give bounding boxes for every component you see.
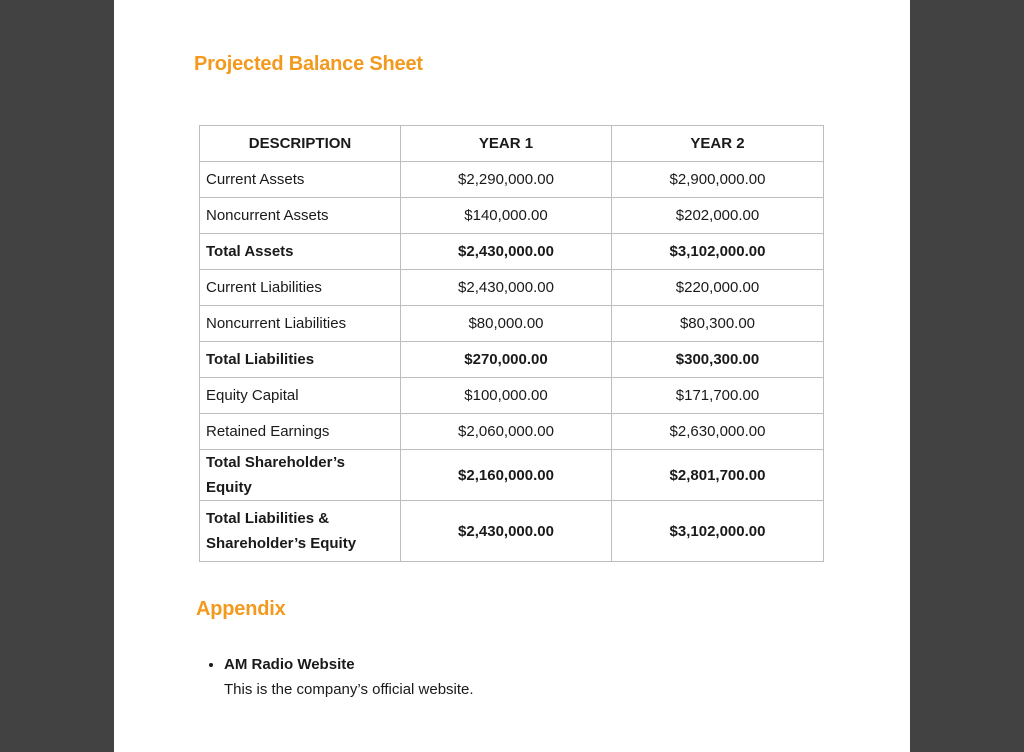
column-header-year-1: YEAR 1	[401, 126, 612, 162]
year-2-value: $80,300.00	[612, 306, 824, 342]
year-2-value: $202,000.00	[612, 198, 824, 234]
balance-sheet-table	[199, 125, 824, 562]
table-row-current-assets	[200, 162, 824, 198]
year-2-value: $220,000.00	[612, 270, 824, 306]
table-row-total-shareholders-equity	[200, 450, 824, 501]
year-2-value: $171,700.00	[612, 378, 824, 414]
year-2-value: $2,630,000.00	[612, 414, 824, 450]
year-2-value: $2,801,700.00	[612, 450, 824, 501]
table-row-total-assets	[200, 234, 824, 270]
table-row-noncurrent-liabilities	[200, 306, 824, 342]
appendix-title: Appendix	[196, 598, 286, 620]
row-label: Equity Capital	[200, 378, 401, 414]
year-1-value: $140,000.00	[401, 198, 612, 234]
row-label: Retained Earnings	[200, 414, 401, 450]
year-1-value: $2,430,000.00	[401, 501, 612, 562]
table-header-row	[200, 126, 824, 162]
appendix-item-title: • AM Radio Website	[224, 656, 355, 673]
column-header-description: DESCRIPTION	[200, 126, 401, 162]
year-1-value: $2,430,000.00	[401, 270, 612, 306]
year-2-value: $3,102,000.00	[612, 234, 824, 270]
row-label: Total Liabilities	[200, 342, 401, 378]
balance-sheet-title: Projected Balance Sheet	[194, 53, 423, 75]
appendix-item-description: This is the company’s official website.	[224, 681, 474, 698]
document-page	[114, 0, 910, 752]
year-1-value: $2,060,000.00	[401, 414, 612, 450]
appendix-list	[204, 652, 724, 702]
year-1-value: $80,000.00	[401, 306, 612, 342]
table-row-equity-capital	[200, 378, 824, 414]
row-label: Noncurrent Assets	[200, 198, 401, 234]
year-1-value: $2,290,000.00	[401, 162, 612, 198]
table-row-noncurrent-assets	[200, 198, 824, 234]
row-label: Current Assets	[200, 162, 401, 198]
year-1-value: $2,430,000.00	[401, 234, 612, 270]
row-label: Noncurrent Liabilities	[200, 306, 401, 342]
year-2-value: $300,300.00	[612, 342, 824, 378]
year-2-value: $2,900,000.00	[612, 162, 824, 198]
table-row-retained-earnings	[200, 414, 824, 450]
row-label: Current Liabilities	[200, 270, 401, 306]
year-1-value: $100,000.00	[401, 378, 612, 414]
row-label: Total Shareholder’s Equity	[200, 450, 401, 501]
table-row-total-liabilities	[200, 342, 824, 378]
year-2-value: $3,102,000.00	[612, 501, 824, 562]
row-label: Total Liabilities & Shareholder’s Equity	[200, 501, 401, 562]
list-item	[224, 652, 724, 702]
table-row-total-liabilities-and-equity	[200, 501, 824, 562]
table-row-current-liabilities	[200, 270, 824, 306]
column-header-year-2: YEAR 2	[612, 126, 824, 162]
year-1-value: $2,160,000.00	[401, 450, 612, 501]
row-label: Total Assets	[200, 234, 401, 270]
year-1-value: $270,000.00	[401, 342, 612, 378]
